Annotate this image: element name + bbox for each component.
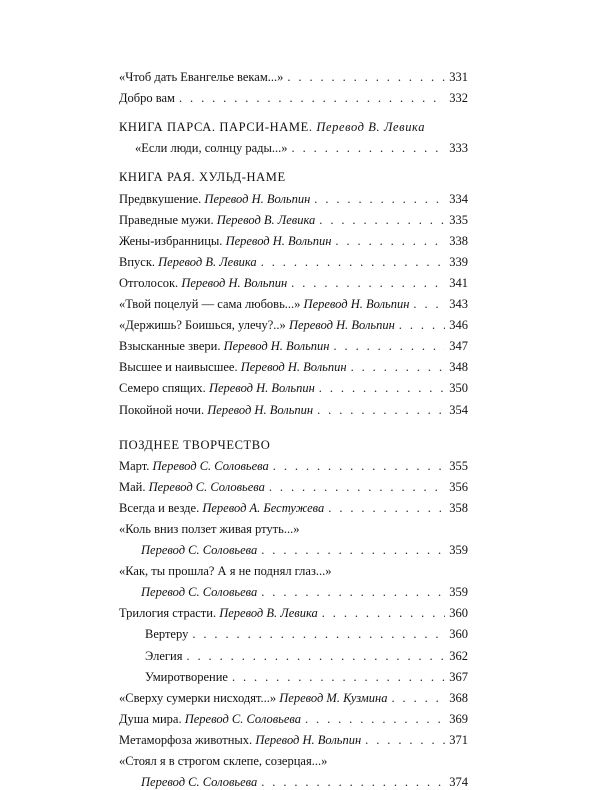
entry-translator: Перевод Н. Вольпин — [255, 732, 362, 747]
dot-leader — [333, 338, 445, 354]
entry-translator: Перевод А. Бестужева — [202, 500, 325, 515]
entry-translator: Перевод С. Соловьева — [184, 711, 301, 726]
toc-entry — [119, 135, 468, 156]
page-number: 339 — [449, 254, 468, 269]
page-number: 360 — [449, 606, 468, 621]
entry-translator: Перевод В. Левика — [158, 254, 257, 269]
toc-entry — [119, 769, 468, 790]
entry-title: «Держишь? Боишься, улечу?..» — [119, 318, 286, 333]
dot-leader — [273, 458, 445, 474]
page-number: 362 — [449, 648, 468, 663]
section-heading — [119, 114, 468, 135]
page-number: 374 — [449, 775, 468, 790]
entry-translator: Перевод Н. Вольпин — [204, 191, 311, 206]
entry-title: «Стоял я в строгом склепе, созерцая...» — [119, 754, 328, 768]
dot-leader — [179, 90, 445, 106]
dot-leader — [319, 380, 445, 396]
entry-title: Покойной ночи. — [119, 402, 205, 417]
toc-entry — [119, 375, 468, 396]
toc-entry — [119, 291, 468, 312]
page-number: 335 — [449, 212, 468, 227]
toc-entry — [119, 207, 468, 228]
dot-leader — [391, 690, 445, 706]
entry-translator: Перевод Н. Вольпин — [225, 233, 332, 248]
entry-translator: Перевод М. Кузмина — [279, 690, 388, 705]
dot-leader — [232, 669, 445, 685]
entry-title: Семеро спящих. — [119, 381, 206, 396]
entry-title: Трилогия страсти. — [119, 606, 217, 621]
entry-translator: Перевод Н. Вольпин — [240, 360, 347, 375]
entry-title: Душа мира. — [119, 711, 182, 726]
dot-leader — [192, 626, 445, 642]
entry-translator: Перевод Н. Вольпин — [223, 339, 330, 354]
entry-title: Вертеру — [145, 627, 189, 642]
toc-entry — [119, 537, 468, 558]
page-number: 338 — [449, 233, 468, 248]
page-number: 331 — [449, 70, 468, 85]
toc-entry — [119, 249, 468, 270]
dot-leader — [351, 359, 446, 375]
page-number: 347 — [449, 339, 468, 354]
entry-title: «Чтоб дать Евангелье векам...» — [119, 70, 284, 85]
section-heading — [119, 432, 468, 453]
dot-leader — [328, 500, 445, 516]
page-number: 332 — [449, 91, 468, 106]
entry-translator: Перевод С. Соловьева — [141, 775, 258, 790]
section-title: КНИГА ПАРСА. ПАРСИ-НАМЕ. — [119, 120, 313, 135]
entry-title: Всегда и везде. — [119, 500, 200, 515]
dot-leader — [291, 275, 445, 291]
entry-translator: Перевод В. Левика — [219, 606, 318, 621]
dot-leader — [292, 140, 446, 156]
dot-leader — [314, 191, 445, 207]
entry-translator: Перевод Н. Вольпин — [181, 275, 288, 290]
dot-leader — [413, 296, 445, 312]
dot-leader — [399, 317, 445, 333]
entry-translator: Перевод Н. Вольпин — [207, 402, 314, 417]
entry-translator: Перевод Н. Вольпин — [303, 297, 410, 312]
toc-entry — [119, 270, 468, 291]
entry-title: Высшее и наивысшее. — [119, 360, 238, 375]
page-number: 371 — [449, 732, 468, 747]
toc-entry — [119, 621, 468, 642]
toc-entry — [119, 228, 468, 249]
toc-entry — [119, 579, 468, 600]
toc-entry — [119, 333, 468, 354]
toc-entry — [119, 312, 468, 333]
entry-translator: Перевод С. Соловьева — [141, 585, 258, 600]
dot-leader — [322, 605, 446, 621]
section-heading — [119, 164, 468, 185]
entry-title: Предвкушение. — [119, 191, 202, 206]
toc-entry — [119, 453, 468, 474]
entry-title: «Как, ты прошла? А я не поднял глаз...» — [119, 564, 332, 579]
entry-title: «Коль вниз ползет живая ртуть...» — [119, 521, 300, 536]
entry-title: Март. — [119, 458, 150, 473]
entry-translator: Перевод Н. Вольпин — [208, 381, 315, 396]
page-number: 360 — [449, 627, 468, 642]
entry-title: Май. — [119, 479, 146, 494]
dot-leader — [319, 212, 445, 228]
toc-entry — [119, 727, 468, 748]
dot-leader — [186, 648, 445, 664]
toc-entry — [119, 642, 468, 663]
toc-entry — [119, 600, 468, 621]
entry-title: Отголосок. — [119, 275, 179, 290]
page-number: 348 — [449, 360, 468, 375]
page-number: 359 — [449, 543, 468, 558]
entry-title: Добро вам — [119, 91, 175, 106]
dot-leader — [317, 402, 445, 418]
dot-leader — [261, 542, 445, 558]
entry-translator: Перевод В. Левика — [216, 212, 316, 227]
dot-leader — [365, 732, 445, 748]
dot-leader — [305, 711, 445, 727]
entry-title: Метаморфоза животных. — [119, 732, 253, 747]
page-number: 334 — [449, 191, 468, 206]
section-translator: Перевод В. Левика — [316, 120, 426, 135]
entry-translator: Перевод С. Соловьева — [141, 543, 258, 558]
toc-entry — [119, 185, 468, 206]
page-number: 350 — [449, 381, 468, 396]
page-number: 341 — [449, 275, 468, 290]
toc-entry — [119, 706, 468, 727]
entry-translator: Перевод С. Соловьева — [152, 458, 269, 473]
dot-leader — [269, 479, 445, 495]
page-number: 355 — [449, 458, 468, 473]
toc-entry — [119, 495, 468, 516]
entry-title: «Сверху сумерки нисходят...» — [119, 690, 277, 705]
page-number: 343 — [449, 297, 468, 312]
dot-leader — [261, 584, 445, 600]
page-number: 354 — [449, 402, 468, 417]
dot-leader — [287, 69, 445, 85]
page-number: 346 — [449, 318, 468, 333]
toc-entry — [119, 474, 468, 495]
table-of-contents — [119, 64, 468, 790]
entry-title: Впуск. — [119, 254, 156, 269]
page-number: 333 — [449, 141, 468, 156]
page-number: 367 — [449, 669, 468, 684]
dot-leader — [335, 233, 445, 249]
page-number: 356 — [449, 479, 468, 494]
page-number: 358 — [449, 500, 468, 515]
entry-title: Жены-избранницы. — [119, 233, 223, 248]
entry-translator: Перевод С. Соловьева — [148, 479, 265, 494]
toc-entry — [119, 685, 468, 706]
dot-leader — [261, 254, 446, 270]
page-number: 368 — [449, 690, 468, 705]
section-title: ПОЗДНЕЕ ТВОРЧЕСТВО — [119, 437, 271, 452]
entry-title: «Твой поцелуй — сама любовь...» — [119, 297, 301, 312]
entry-translator: Перевод Н. Вольпин — [288, 318, 395, 333]
entry-title: «Если люди, солнцу рады...» — [135, 141, 288, 156]
page-number: 369 — [449, 711, 468, 726]
toc-entry — [119, 85, 468, 106]
entry-title: Праведные мужи. — [119, 212, 214, 227]
toc-entry — [119, 64, 468, 85]
section-title: КНИГА РАЯ. ХУЛЬД-НАМЕ — [119, 170, 286, 185]
toc-entry — [119, 354, 468, 375]
dot-leader — [261, 774, 445, 790]
entry-title: Взысканные звери. — [119, 339, 221, 354]
entry-title: Умиротворение — [145, 669, 228, 684]
toc-entry — [119, 664, 468, 685]
page-number: 359 — [449, 585, 468, 600]
entry-title: Элегия — [145, 648, 183, 663]
toc-entry — [119, 396, 468, 417]
